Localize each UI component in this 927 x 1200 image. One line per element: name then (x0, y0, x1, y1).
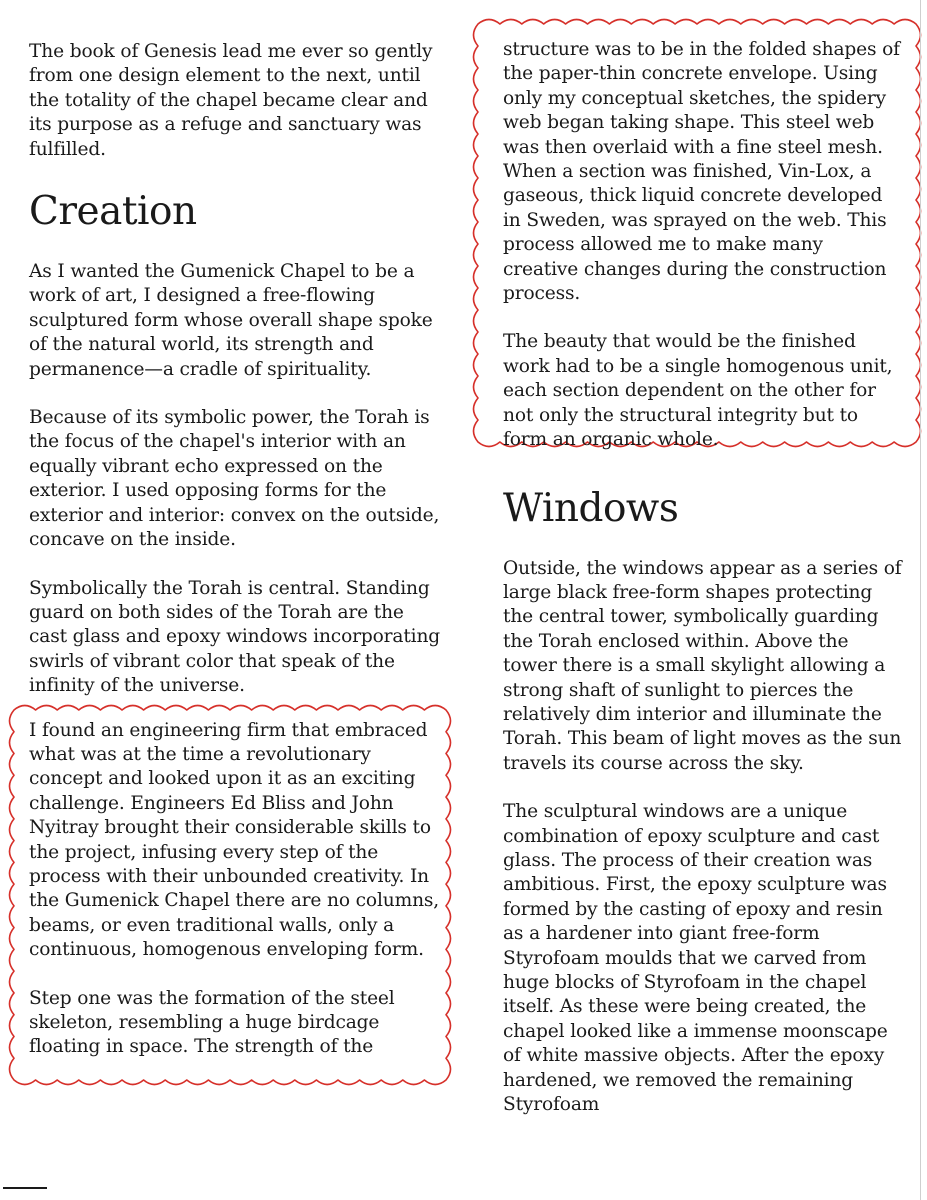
windows-heading: Windows (503, 485, 679, 531)
boxed-text-left (29, 719, 447, 1060)
engineering-paragraph: I found an engineering firm that embraced what was at the time a revolutionary concept and looked upon it as an exciting challenge. Engineers Ed Bliss and John Nyitray brought their considerable skills to the project, infusing every step of the process with their unbounded creativity. In the Gumenick Chapel there are no columns, beams, or even traditional walls, only a continuous, homogenous enveloping form. (29, 719, 440, 961)
scan-edge-line (920, 0, 921, 1200)
boxed-text-right (503, 38, 903, 453)
left-column (29, 38, 447, 1060)
creation-paragraph-2: Because of its symbolic power, the Torah is the focus of the chapel's interior with an equally vibrant echo expressed on the exterior. I used opposing forms for the exterior and interior: convex on the outside, concave on the inside. (29, 407, 440, 551)
creation-heading: Creation (29, 189, 197, 235)
windows-paragraph-2: The sculptural windows are a unique combination of epoxy sculpture and cast glass. The process of their creation was ambitious. First, the epoxy sculpture was formed by the casting of epoxy and resin as a hardener into giant free-form Styrofoam moulds that we carved from huge blocks of Styrofoam in the chapel itself. As these were being created, the chapel looked like a immense moonscape of white massive objects. After the epoxy hardened, we removed the remaining Styrofoam (503, 801, 888, 1116)
intro-paragraph: The book of Genesis lead me ever so gently from one design element to the next, until the totality of the chapel became clear and its purpose as a refuge and sanctuary was fulfilled. (29, 41, 433, 160)
concrete-envelope-paragraph: structure was to be in the folded shapes of the paper-thin concrete envelope. Using only my conceptual sketches, the spidery web began taking shape. This steel web was then overlaid with a fine steel mesh. When a section was finished, Vin-Lox, a gaseous, thick liquid concrete developed in Sweden, was sprayed on the web. This process allowed me to make many creative changes during the construction process. (503, 39, 900, 305)
homogenous-unit-paragraph: The beauty that would be the finished work had to be a single homogenous unit, each section dependent on the other for not only the structural integrity but to form an organic whole. (503, 331, 893, 451)
creation-paragraph-3: Symbolically the Torah is central. Standing guard on both sides of the Torah are the cast glass and epoxy windows incorporating swirls of vibrant color that speak of the infinity of the universe. (29, 577, 441, 697)
scan-dash-mark (3, 1187, 47, 1189)
steel-skeleton-paragraph: Step one was the formation of the steel skeleton, resembling a huge birdcage floating in space. The strength of the (29, 987, 395, 1058)
windows-paragraph-1: Outside, the windows appear as a series of large black free-form shapes protecting the central tower, symbolically guarding the Torah enclosed within. Above the tower there is a small skylight allowing a strong shaft of sunlight to pierces the relatively dim interior and illuminate the Torah. This beam of light moves as the sun travels its course across the sky. (503, 557, 902, 774)
right-column (503, 38, 903, 1117)
creation-paragraph-1: As I wanted the Gumenick Chapel to be a work of art, I designed a free-flowing sculptured form whose overall shape spoke of the natural world, its strength and permanence—a cradle of spirituality. (29, 261, 433, 380)
